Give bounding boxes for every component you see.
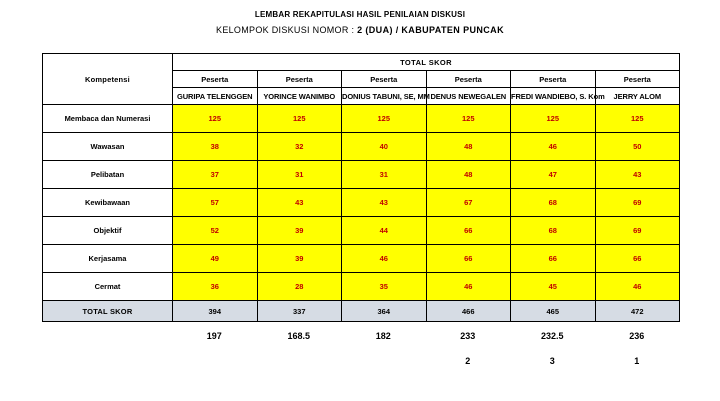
score-cell[interactable]: 43: [342, 189, 427, 217]
average-value: 232.5: [540, 331, 564, 341]
score-cell[interactable]: 57: [173, 189, 258, 217]
score-cell[interactable]: 125: [257, 105, 342, 133]
average-value: 233: [460, 331, 476, 341]
header-peserta-3: Peserta: [342, 71, 427, 88]
subtitle-prefix: KELOMPOK DISKUSI NOMOR :: [216, 25, 355, 35]
participant-name-5: FREDI WANDIEBO, S. Kom: [511, 88, 596, 105]
criteria-label-1: Membaca dan Numerasi: [43, 105, 173, 133]
criteria-label-5: Objektif: [43, 217, 173, 245]
score-cell[interactable]: 48: [426, 161, 511, 189]
header-kompetensi: Kompetensi: [43, 54, 173, 105]
criteria-label-2: Wawasan: [43, 133, 173, 161]
score-cell[interactable]: 48: [426, 133, 511, 161]
table-row: [43, 273, 680, 301]
score-cell[interactable]: 68: [511, 217, 596, 245]
participant-name-3: DONIUS TABUNI, SE, MM: [342, 88, 427, 105]
header-row-group: [43, 54, 680, 71]
header-peserta-2: Peserta: [257, 71, 342, 88]
criteria-label-6: Kerjasama: [43, 245, 173, 273]
table-row: [43, 245, 680, 273]
score-cell[interactable]: 67: [426, 189, 511, 217]
score-cell[interactable]: 46: [595, 273, 680, 301]
participant-name-2: YORINCE WANIMBO: [257, 88, 342, 105]
average-row: [42, 322, 679, 350]
rank-value: 3: [549, 356, 555, 366]
score-cell[interactable]: 37: [173, 161, 258, 189]
table-row: [43, 217, 680, 245]
subtitle-separator: /: [395, 25, 399, 35]
total-cell: 466: [426, 301, 511, 322]
score-cell[interactable]: 31: [342, 161, 427, 189]
header-peserta-6: Peserta: [595, 71, 680, 88]
score-cell[interactable]: 46: [342, 245, 427, 273]
score-cell[interactable]: 35: [342, 273, 427, 301]
criteria-label-7: Cermat: [43, 273, 173, 301]
total-row: [43, 301, 680, 322]
rank-value: 1: [634, 356, 640, 366]
total-cell: 472: [595, 301, 680, 322]
table-head: [43, 54, 680, 105]
subtitle-group-number: 2 (DUA): [357, 25, 393, 35]
header-peserta-1: Peserta: [173, 71, 258, 88]
rank-row: [42, 350, 679, 372]
table-row: [43, 105, 680, 133]
score-cell[interactable]: 31: [257, 161, 342, 189]
average-value: 168.5: [287, 331, 311, 341]
table-row: [43, 189, 680, 217]
total-cell: 337: [257, 301, 342, 322]
subtitle-region: KABUPATEN PUNCAK: [401, 25, 504, 35]
score-cell[interactable]: 47: [511, 161, 596, 189]
average-row-spacer: [42, 322, 172, 350]
score-cell[interactable]: 52: [173, 217, 258, 245]
score-cell[interactable]: 39: [257, 217, 342, 245]
score-cell[interactable]: 66: [426, 217, 511, 245]
header-total-skor: TOTAL SKOR: [173, 54, 680, 71]
criteria-label-4: Kewibawaan: [43, 189, 173, 217]
average-value: 236: [629, 331, 645, 341]
recap-sheet: [42, 53, 679, 372]
total-cell: 364: [342, 301, 427, 322]
score-cell[interactable]: 43: [595, 161, 680, 189]
header-peserta-5: Peserta: [511, 71, 596, 88]
participant-name-1: GURIPA TELENGGEN: [173, 88, 258, 105]
header-peserta-4: Peserta: [426, 71, 511, 88]
document-subtitle: [0, 23, 720, 38]
score-cell[interactable]: 66: [426, 245, 511, 273]
recap-table: [42, 53, 680, 322]
score-cell[interactable]: 45: [511, 273, 596, 301]
criteria-label-3: Pelibatan: [43, 161, 173, 189]
total-row-label: TOTAL SKOR: [43, 301, 173, 322]
total-cell: 465: [511, 301, 596, 322]
score-cell[interactable]: 44: [342, 217, 427, 245]
score-cell[interactable]: 32: [257, 133, 342, 161]
score-cell[interactable]: 38: [173, 133, 258, 161]
rank-value: [172, 350, 257, 372]
score-cell[interactable]: 28: [257, 273, 342, 301]
score-cell[interactable]: 125: [595, 105, 680, 133]
rank-row-spacer: [42, 350, 172, 372]
participant-name-4: DENUS NEWEGALEN: [426, 88, 511, 105]
score-cell[interactable]: 36: [173, 273, 258, 301]
score-cell[interactable]: 125: [342, 105, 427, 133]
average-value: 197: [206, 331, 222, 341]
table-row: [43, 161, 680, 189]
score-cell[interactable]: 69: [595, 189, 680, 217]
below-table-values: [42, 322, 679, 372]
score-cell[interactable]: 46: [426, 273, 511, 301]
participant-name-6: JERRY ALOM: [595, 88, 680, 105]
rank-value: [341, 350, 426, 372]
score-cell[interactable]: 39: [257, 245, 342, 273]
average-value: 182: [375, 331, 391, 341]
score-cell[interactable]: 125: [173, 105, 258, 133]
score-cell[interactable]: 50: [595, 133, 680, 161]
score-cell[interactable]: 40: [342, 133, 427, 161]
score-cell[interactable]: 68: [511, 189, 596, 217]
rank-value: [257, 350, 342, 372]
score-cell[interactable]: 46: [511, 133, 596, 161]
score-cell[interactable]: 66: [511, 245, 596, 273]
score-cell[interactable]: 69: [595, 217, 680, 245]
total-cell: 394: [173, 301, 258, 322]
table-row: [43, 133, 680, 161]
document-title-block: [0, 0, 720, 38]
score-cell[interactable]: 125: [511, 105, 596, 133]
score-cell[interactable]: 49: [173, 245, 258, 273]
document-title: LEMBAR REKAPITULASI HASIL PENILAIAN DISKUSI: [254, 10, 466, 19]
rank-value: 2: [465, 356, 471, 366]
score-cell[interactable]: 125: [426, 105, 511, 133]
table-body: [43, 105, 680, 322]
score-cell[interactable]: 43: [257, 189, 342, 217]
score-cell[interactable]: 66: [595, 245, 680, 273]
